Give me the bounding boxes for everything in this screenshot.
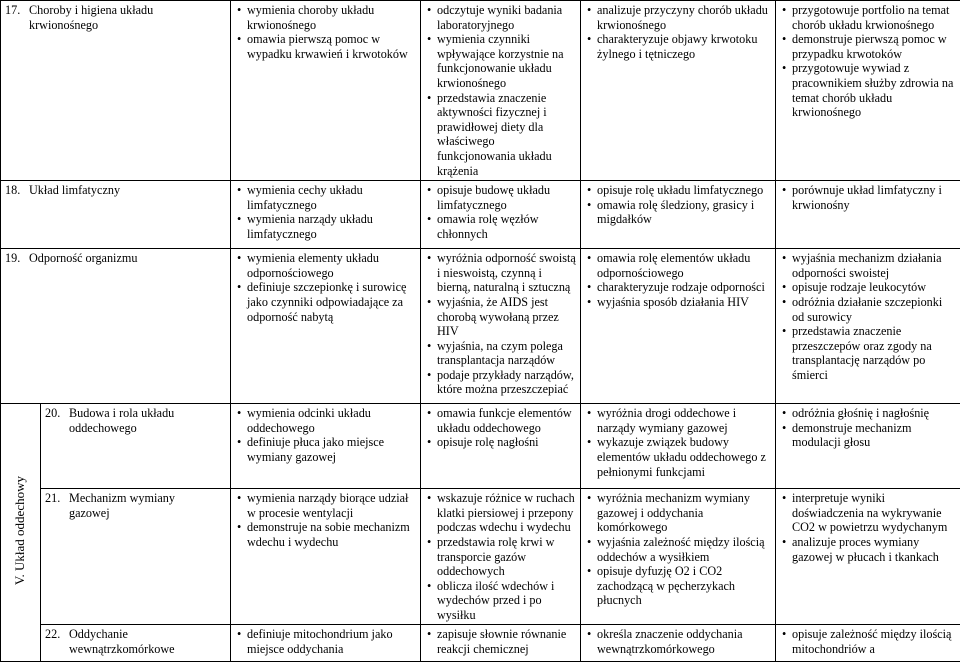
list-item: • demonstruje mechanizm modulacji głosu — [780, 421, 956, 450]
requirements-p — [421, 249, 581, 404]
list-item: • wymienia elementy układu odpornościowego — [235, 251, 416, 280]
list-item: • odczytuje wyniki badania laboratoryjnego — [425, 3, 576, 32]
list-item: • omawia rolę węzłów chłonnych — [425, 212, 576, 241]
lesson-topic: Układ limfatyczny — [29, 183, 199, 198]
requirements-k — [231, 489, 421, 625]
lesson-number: 20. — [45, 406, 69, 421]
requirements-d — [776, 625, 960, 662]
requirements-k — [231, 625, 421, 662]
table-row — [1, 489, 960, 625]
list-item: • przygotowuje portfolio na temat chorób układu krwionośnego — [780, 3, 956, 32]
requirements-r — [581, 625, 776, 662]
list-item: • wyjaśnia, na czym polega transplantacja narządów — [425, 339, 576, 368]
topic-cell — [41, 625, 231, 662]
list-item: • opisuje dyfuzję O2 i CO2 zachodzącą w pęcherzykach płucnych — [585, 564, 771, 608]
list-item: • wyjaśnia zależność między ilością oddechów a wysiłkiem — [585, 535, 771, 564]
list-item: • określa znaczenie oddychania wewnątrzkomórkowego — [585, 627, 771, 656]
list-item: • analizuje proces wymiany gazowej w płucach i tkankach — [780, 535, 956, 564]
list-item: • wskazuje różnice w ruchach klatki piersiowej i przepony podczas wdechu i wydechu — [425, 491, 576, 535]
table-row — [1, 1, 960, 181]
list-item: • wyjaśnia sposób działania HIV — [585, 295, 771, 310]
lesson-topic: Odporność organizmu — [29, 251, 199, 266]
list-item: • wymienia choroby układu krwionośnego — [235, 3, 416, 32]
list-item: • omawia funkcje elementów układu oddechowego — [425, 406, 576, 435]
lesson-topic: Budowa i rola układu oddechowego — [69, 406, 199, 435]
requirements-k — [231, 404, 421, 489]
requirements-r — [581, 249, 776, 404]
requirements-k — [231, 181, 421, 249]
list-item: • wymienia odcinki układu oddechowego — [235, 406, 416, 435]
list-item: • demonstruje na sobie mechanizm wdechu i wydechu — [235, 520, 416, 549]
list-item: • charakteryzuje rodzaje odporności — [585, 280, 771, 295]
list-item: • opisuje rodzaje leukocytów — [780, 280, 956, 295]
list-item: • przygotowuje wywiad z pracownikiem służby zdrowia na temat chorób układu krwionośnego — [780, 61, 956, 119]
list-item: • omawia rolę elementów układu odpornościowego — [585, 251, 771, 280]
list-item: • wyróżnia odporność swoistą i nieswoistą, czynną i bierną, naturalną i sztuczną — [425, 251, 576, 295]
list-item: • opisuje zależność między ilością mitochondriów a — [780, 627, 956, 656]
topic-cell — [1, 249, 231, 404]
list-item: • odróżnia działanie szczepionki od surowicy — [780, 295, 956, 324]
lesson-number: 22. — [45, 627, 69, 642]
list-item: • charakteryzuje objawy krwotoku żylnego i tętniczego — [585, 32, 771, 61]
requirements-p — [421, 489, 581, 625]
lesson-number: 21. — [45, 491, 69, 506]
list-item: • opisuje rolę nagłośni — [425, 435, 576, 450]
requirements-k — [231, 1, 421, 181]
list-item: • omawia rolę śledziony, grasicy i migdałków — [585, 198, 771, 227]
requirements-r — [581, 404, 776, 489]
list-item: • wyróżnia drogi oddechowe i narządy wymiany gazowej — [585, 406, 771, 435]
list-item: • odróżnia głośnię i nagłośnię — [780, 406, 956, 421]
lesson-number: 18. — [5, 183, 29, 198]
requirements-p — [421, 1, 581, 181]
lesson-topic: Mechanizm wymiany gazowej — [69, 491, 199, 520]
requirements-p — [421, 181, 581, 249]
table-row — [1, 181, 960, 249]
topic-cell — [1, 1, 231, 181]
list-item: • porównuje układ limfatyczny i krwionośny — [780, 183, 956, 212]
lesson-topic: Choroby i higiena układu krwionośnego — [29, 3, 199, 32]
requirements-r — [581, 181, 776, 249]
section-label-cell — [1, 404, 41, 662]
list-item: • interpretuje wyniki doświadczenia na wykrywanie CO2 w powietrzu wydychanym — [780, 491, 956, 535]
list-item: • wymienia narządy biorące udział w procesie wentylacji — [235, 491, 416, 520]
list-item: • zapisuje słownie równanie reakcji chemicznej — [425, 627, 576, 656]
requirements-d — [776, 489, 960, 625]
requirements-k — [231, 249, 421, 404]
list-item: • wyjaśnia, że AIDS jest chorobą wywołaną przez HIV — [425, 295, 576, 339]
requirements-p — [421, 404, 581, 489]
list-item: • wyróżnia mechanizm wymiany gazowej i oddychania komórkowego — [585, 491, 771, 535]
list-item: • wyjaśnia mechanizm działania odporności swoistej — [780, 251, 956, 280]
lesson-number: 17. — [5, 3, 29, 18]
section-label: V. Układ oddechowy — [13, 476, 28, 585]
list-item: • wymienia czynniki wpływające korzystnie na funkcjonowanie układu krwionośnego — [425, 32, 576, 90]
list-item: • opisuje budowę układu limfatycznego — [425, 183, 576, 212]
list-item: • definiuje mitochondrium jako miejsce oddychania — [235, 627, 416, 656]
requirements-d — [776, 404, 960, 489]
list-item: • definiuje szczepionkę i surowicę jako czynniki odpowiadające za odporność nabytą — [235, 280, 416, 324]
list-item: • oblicza ilość wdechów i wydechów przed i po wysiłku — [425, 579, 576, 623]
lesson-topic: Oddychanie wewnątrzkomórkowe — [69, 627, 199, 656]
list-item: • opisuje rolę układu limfatycznego — [585, 183, 771, 198]
list-item: • wykazuje związek budowy elementów układu oddechowego z pełnionymi funkcjami — [585, 435, 771, 479]
requirements-r — [581, 489, 776, 625]
requirements-p — [421, 625, 581, 662]
list-item: • przedstawia rolę krwi w transporcie gazów oddechowych — [425, 535, 576, 579]
requirements-d — [776, 249, 960, 404]
list-item: • analizuje przyczyny chorób układu krwionośnego — [585, 3, 771, 32]
list-item: • omawia pierwszą pomoc w wypadku krwawień i krwotoków — [235, 32, 416, 61]
list-item: • wymienia narządy układu limfatycznego — [235, 212, 416, 241]
table-row — [1, 249, 960, 404]
topic-cell — [41, 404, 231, 489]
list-item: • demonstruje pierwszą pomoc w przypadku krwotoków — [780, 32, 956, 61]
table-row — [1, 404, 960, 489]
topic-cell — [1, 181, 231, 249]
requirements-r — [581, 1, 776, 181]
list-item: • definiuje płuca jako miejsce wymiany gazowej — [235, 435, 416, 464]
table-row — [1, 625, 960, 662]
lesson-number: 19. — [5, 251, 29, 266]
list-item: • przedstawia znaczenie aktywności fizycznej i prawidłowej diety dla właściwego funkcjonowania układu krążenia — [425, 91, 576, 179]
list-item: • wymienia cechy układu limfatycznego — [235, 183, 416, 212]
list-item: • przedstawia znaczenie przeszczepów oraz zgody na transplantację narządów po śmierci — [780, 324, 956, 382]
requirements-d — [776, 1, 960, 181]
requirements-d — [776, 181, 960, 249]
list-item: • podaje przykłady narządów, które można przeszczepiać — [425, 368, 576, 397]
topic-cell — [41, 489, 231, 625]
